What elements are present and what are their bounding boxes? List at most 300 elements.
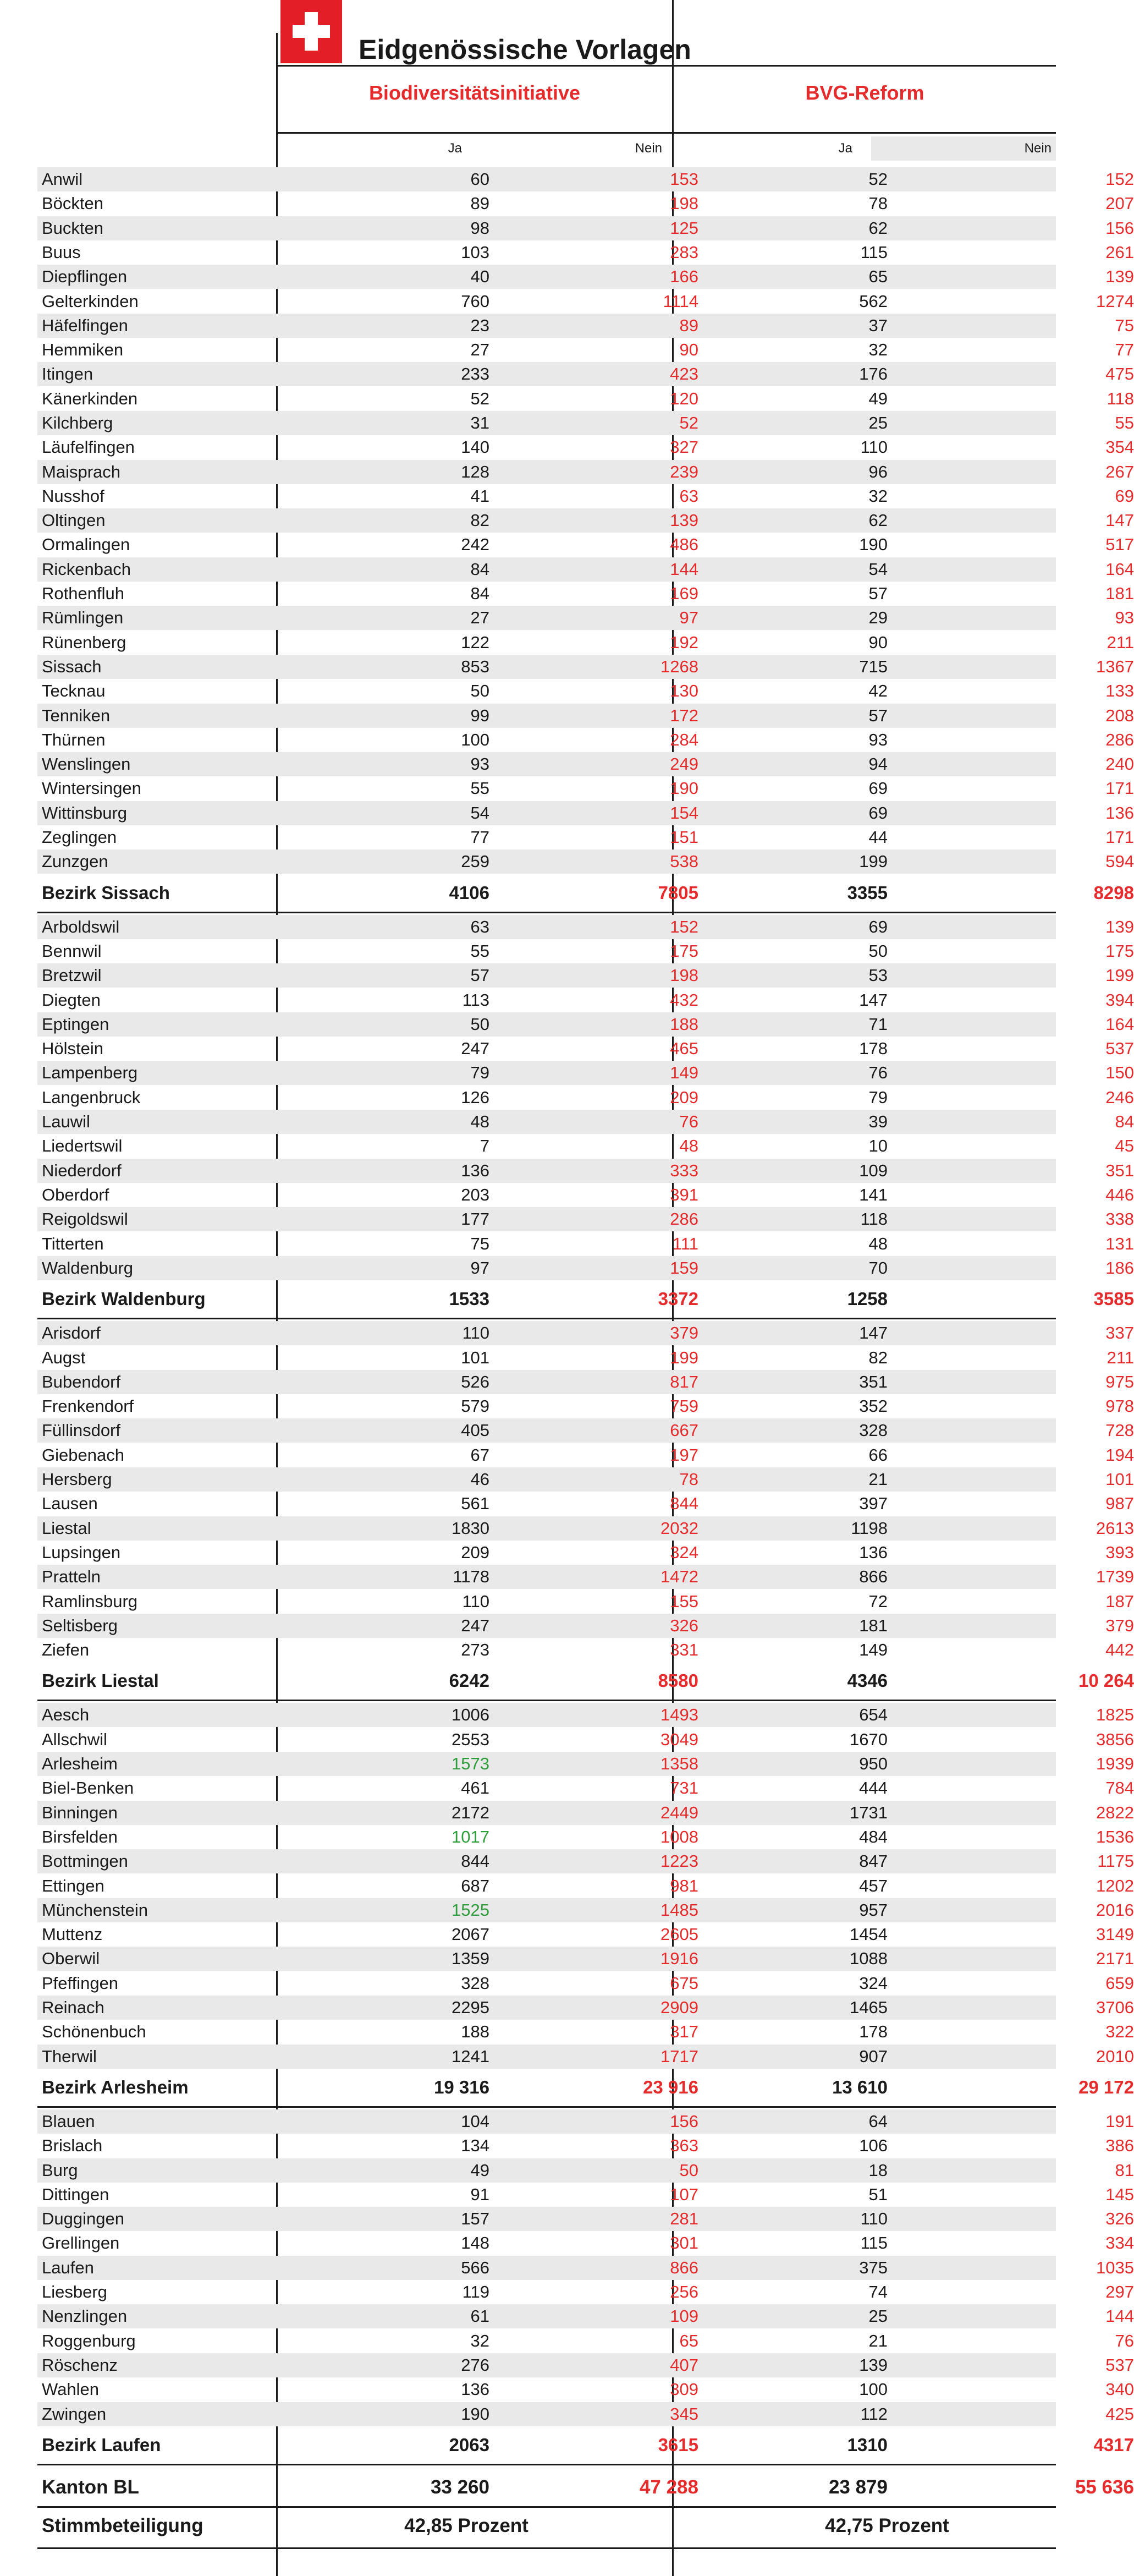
table-row	[37, 460, 1134, 484]
municipality-name: Bubendorf	[42, 1372, 121, 1391]
municipality-name: Liestal	[42, 1519, 91, 1538]
municipality-name: Ramlinsburg	[42, 1592, 138, 1611]
nein-value-2: 386	[1105, 2136, 1134, 2155]
ja-value-2: 1198	[851, 1519, 888, 1538]
vote2-title: BVG-Reform	[805, 81, 924, 104]
nein-value-1: 175	[670, 941, 698, 961]
ja-value-2: 25	[868, 413, 888, 432]
municipality-name: Dittingen	[42, 2185, 109, 2204]
nein-value-2: 337	[1105, 1323, 1134, 1342]
ja-value-1: 93	[470, 754, 489, 774]
kanton-ja-2: 23 879	[828, 2476, 888, 2498]
nein-value-2: 45	[1115, 1136, 1134, 1155]
ja-value-2: 352	[859, 1396, 888, 1416]
nein-value-1: 363	[670, 2136, 698, 2155]
ja-value-1: 52	[470, 389, 489, 408]
ja-value-2: 112	[860, 2404, 888, 2424]
table-row	[37, 679, 1134, 703]
nein-value-2: 3149	[1096, 1925, 1134, 1944]
ja-value-2: 10	[868, 1136, 888, 1155]
ja-value-2: 21	[868, 2331, 888, 2350]
municipality-name: Waldenburg	[42, 1258, 134, 1278]
nein-value-1: 155	[670, 1592, 698, 1611]
ja-value-2: 176	[859, 364, 888, 383]
ja-value-2: 66	[868, 1445, 888, 1465]
table-row	[37, 2256, 1134, 2280]
table-row	[37, 2134, 1134, 2158]
ja-value-2: 69	[868, 803, 888, 823]
district-name: Bezirk Laufen	[42, 2435, 161, 2455]
nein-value-2: 394	[1105, 990, 1134, 1010]
table-row	[37, 752, 1134, 776]
municipality-name: Titterten	[42, 1234, 104, 1253]
ja-value-1: 566	[461, 2258, 489, 2277]
nein-value-1: 153	[670, 169, 698, 189]
ja-value-1: 97	[470, 1258, 489, 1278]
ja-value-2: 178	[859, 2022, 888, 2041]
section-rule	[37, 2547, 1056, 2549]
ja-value-2: 32	[868, 340, 888, 359]
ja-value-2: 96	[868, 462, 888, 481]
district-total-row	[37, 1664, 1134, 1697]
district-total-row	[37, 2429, 1134, 2462]
municipality-name: Känerkinden	[42, 389, 138, 408]
nein-value-2: 334	[1105, 2233, 1134, 2252]
ja-value-1: 110	[462, 1323, 489, 1342]
nein-value-2: 1035	[1096, 2258, 1134, 2277]
nein-value-1: 109	[670, 2306, 698, 2326]
nein-value-1: 1472	[660, 1567, 698, 1586]
ja-total-2: 1258	[847, 1289, 888, 1309]
nein-value-2: 978	[1105, 1396, 1134, 1416]
nein-value-1: 309	[670, 2380, 698, 2399]
table-row	[37, 776, 1134, 801]
ja-value-2: 907	[859, 2047, 888, 2066]
table-row	[37, 1418, 1134, 1443]
table-row	[37, 988, 1134, 1012]
nein-value-1: 301	[670, 2233, 698, 2252]
nein-value-1: 327	[670, 437, 698, 457]
ja-value-1: 55	[470, 941, 489, 961]
nein-value-1: 432	[670, 990, 698, 1010]
table-row	[37, 1183, 1134, 1207]
table-row	[37, 1825, 1134, 1849]
table-row	[37, 411, 1134, 435]
ja-value-2: 93	[868, 730, 888, 749]
ja-value-1: 50	[470, 1015, 489, 1034]
table-row	[37, 191, 1134, 216]
section-rule	[37, 2106, 1056, 2108]
nein-value-2: 76	[1115, 2331, 1134, 2350]
table-row	[37, 582, 1134, 606]
nein-total-2: 10 264	[1078, 1670, 1134, 1691]
ja-value-2: 78	[868, 194, 888, 213]
municipality-name: Sissach	[42, 657, 102, 676]
ja-value-1: 75	[470, 1234, 489, 1253]
nein-value-2: 784	[1105, 1778, 1134, 1797]
municipality-name: Hersberg	[42, 1470, 112, 1489]
ja-value-2: 65	[868, 267, 888, 286]
ja-value-1: 89	[470, 194, 489, 213]
ja-value-2: 149	[859, 1640, 888, 1659]
table-row	[37, 362, 1134, 386]
municipality-name: Wenslingen	[42, 754, 131, 774]
kanton-total-row	[37, 2470, 1134, 2504]
nein-total-2: 29 172	[1078, 2077, 1134, 2097]
ja-value-1: 247	[461, 1616, 489, 1635]
nein-value-2: 208	[1105, 706, 1134, 725]
ja-value-1: 2172	[452, 1803, 489, 1822]
nein-value-2: 152	[1105, 169, 1134, 189]
nein-value-1: 152	[670, 917, 698, 936]
nein-value-2: 267	[1105, 462, 1134, 481]
nein-value-2: 1175	[1097, 1851, 1134, 1871]
nein-value-2: 393	[1105, 1543, 1134, 1562]
table-row	[37, 1467, 1134, 1492]
ja-value-1: 23	[470, 316, 489, 335]
nein-value-1: 239	[670, 462, 698, 481]
municipality-name: Buus	[42, 243, 81, 262]
ja-value-2: 100	[859, 2380, 888, 2399]
municipality-name: Oberdorf	[42, 1185, 109, 1204]
col-head-nein-2: Nein	[1024, 141, 1052, 156]
municipality-name: Läufelfingen	[42, 437, 135, 457]
turnout-value-1: 42,85 Prozent	[404, 2515, 529, 2536]
kanton-name: Kanton BL	[42, 2476, 139, 2498]
kanton-nein-2: 55 636	[1075, 2476, 1134, 2498]
municipality-name: Duggingen	[42, 2209, 124, 2228]
municipality-name: Lausen	[42, 1494, 98, 1513]
ja-value-1: 110	[462, 1592, 489, 1611]
table-row	[37, 1849, 1134, 1873]
municipality-name: Kilchberg	[42, 413, 113, 432]
municipality-name: Giebenach	[42, 1445, 124, 1465]
ja-value-1: 2295	[452, 1998, 489, 2017]
nein-value-1: 156	[670, 2112, 698, 2131]
nein-value-1: 731	[670, 1778, 698, 1797]
ja-value-2: 76	[868, 1063, 888, 1082]
table-row	[37, 1443, 1134, 1467]
nein-value-1: 149	[670, 1063, 698, 1082]
ja-value-2: 69	[868, 917, 888, 936]
nein-value-2: 1274	[1096, 292, 1134, 311]
nein-value-2: 69	[1115, 486, 1134, 506]
ja-total-1: 2063	[449, 2435, 489, 2455]
municipality-name: Biel-Benken	[42, 1778, 134, 1797]
ja-value-2: 444	[859, 1778, 888, 1797]
table-row	[37, 533, 1134, 557]
ja-value-2: 115	[860, 2233, 888, 2252]
table-row	[37, 915, 1134, 939]
ja-value-2: 62	[868, 218, 888, 238]
municipality-name: Binningen	[42, 1803, 118, 1822]
nein-value-1: 283	[670, 243, 698, 262]
table-row	[37, 338, 1134, 362]
nein-value-1: 759	[670, 1396, 698, 1416]
nein-value-2: 131	[1105, 1234, 1134, 1253]
municipality-name: Buckten	[42, 218, 104, 238]
nein-value-2: 2822	[1096, 1803, 1134, 1822]
ja-value-2: 72	[868, 1592, 888, 1611]
municipality-name: Allschwil	[42, 1730, 107, 1749]
nein-value-2: 1536	[1096, 1827, 1134, 1846]
nein-total-2: 8298	[1093, 883, 1134, 903]
ja-value-1: 247	[461, 1039, 489, 1058]
table-row	[37, 1541, 1134, 1565]
section-rule	[37, 1318, 1056, 1319]
nein-value-2: 1739	[1096, 1567, 1134, 1586]
nein-value-2: 286	[1105, 730, 1134, 749]
table-row	[37, 1801, 1134, 1825]
ja-value-1: 40	[470, 267, 489, 286]
nein-value-2: 150	[1105, 1063, 1134, 1082]
nein-value-2: 133	[1105, 681, 1134, 700]
table-row	[37, 1590, 1134, 1614]
nein-value-1: 97	[679, 608, 698, 627]
table-row	[37, 314, 1134, 338]
ja-value-2: 847	[859, 1851, 888, 1871]
ja-total-2: 3355	[847, 883, 888, 903]
table-row	[37, 631, 1134, 655]
municipality-name: Arboldswil	[42, 917, 120, 936]
municipality-name: Therwil	[42, 2047, 97, 2066]
ja-value-2: 110	[860, 2209, 888, 2228]
ja-value-1: 273	[461, 1640, 489, 1659]
table-row	[37, 849, 1134, 874]
nein-total-1: 23 916	[643, 2077, 698, 2097]
nein-value-1: 52	[679, 413, 698, 432]
table-row	[37, 1492, 1134, 1516]
table-row	[37, 1012, 1134, 1037]
ja-value-2: 199	[859, 852, 888, 871]
nein-value-1: 63	[679, 486, 698, 506]
kanton-nein-1: 47 288	[639, 2476, 698, 2498]
nein-value-2: 659	[1105, 1974, 1134, 1993]
nein-value-1: 107	[670, 2185, 698, 2204]
nein-value-1: 331	[670, 1640, 698, 1659]
municipality-name: Tenniken	[42, 706, 111, 725]
table-row	[37, 1614, 1134, 1638]
nein-value-1: 120	[670, 389, 698, 408]
ja-value-1: 84	[470, 584, 489, 603]
municipality-name: Roggenburg	[42, 2331, 136, 2350]
ja-value-1: 233	[461, 364, 489, 383]
municipality-name: Lampenberg	[42, 1063, 138, 1082]
ja-value-1: 148	[461, 2233, 489, 2252]
nein-value-2: 156	[1105, 218, 1134, 238]
table-row	[37, 1207, 1134, 1231]
ja-value-1: 1525	[452, 1900, 489, 1920]
municipality-name: Füllinsdorf	[42, 1421, 120, 1440]
ja-value-1: 140	[461, 437, 489, 457]
ja-value-2: 110	[860, 437, 888, 457]
municipality-name: Oltingen	[42, 511, 106, 530]
nein-value-2: 338	[1105, 1209, 1134, 1229]
nein-value-2: 81	[1115, 2161, 1134, 2180]
nein-value-2: 191	[1105, 2112, 1134, 2131]
nein-total-2: 3585	[1093, 1289, 1134, 1309]
municipality-name: Frenkendorf	[42, 1396, 134, 1416]
municipality-name: Birsfelden	[42, 1827, 118, 1846]
ja-value-2: 57	[868, 584, 888, 603]
table-row	[37, 1516, 1134, 1541]
ja-value-1: 203	[461, 1185, 489, 1204]
municipality-name: Hemmiken	[42, 340, 124, 359]
nein-value-1: 423	[670, 364, 698, 383]
ja-value-1: 41	[470, 486, 489, 506]
ja-value-2: 178	[859, 1039, 888, 1058]
ja-value-2: 190	[859, 535, 888, 554]
municipality-name: Schönenbuch	[42, 2022, 146, 2041]
ja-value-2: 69	[868, 779, 888, 798]
nein-value-1: 144	[670, 560, 698, 579]
table-row	[37, 1394, 1134, 1418]
header-rule	[277, 132, 1056, 134]
ja-value-2: 562	[859, 292, 888, 311]
ja-value-1: 209	[461, 1543, 489, 1562]
municipality-name: Arlesheim	[42, 1754, 118, 1773]
ja-value-1: 190	[461, 2404, 489, 2424]
nein-value-2: 171	[1105, 827, 1134, 847]
municipality-name: Pratteln	[42, 1567, 101, 1586]
nein-value-1: 111	[672, 1234, 698, 1253]
table-row	[37, 1776, 1134, 1800]
ja-value-2: 136	[859, 1543, 888, 1562]
nein-value-1: 188	[670, 1015, 698, 1034]
nein-value-1: 486	[670, 535, 698, 554]
table-row	[37, 2158, 1134, 2183]
nein-value-1: 3049	[660, 1730, 698, 1749]
ja-value-1: 98	[470, 218, 489, 238]
nein-value-1: 199	[670, 1348, 698, 1367]
ja-value-2: 1088	[850, 1949, 888, 1968]
district-name: Bezirk Arlesheim	[42, 2077, 189, 2097]
ja-value-2: 21	[868, 1470, 888, 1489]
ja-value-2: 70	[868, 1258, 888, 1278]
municipality-name: Münchenstein	[42, 1900, 148, 1920]
ja-value-2: 1731	[850, 1803, 888, 1822]
table-row	[37, 2207, 1134, 2231]
municipality-name: Brislach	[42, 2136, 103, 2155]
nein-value-2: 322	[1105, 2022, 1134, 2041]
nein-value-2: 728	[1105, 1421, 1134, 1440]
nein-total-1: 8580	[658, 1670, 698, 1691]
nein-value-1: 345	[670, 2404, 698, 2424]
nein-value-1: 197	[670, 1445, 698, 1465]
nein-value-2: 211	[1107, 1348, 1134, 1367]
table-row	[37, 1947, 1134, 1971]
ja-value-1: 54	[470, 803, 489, 823]
table-row	[37, 1232, 1134, 1256]
nein-total-1: 3372	[658, 1289, 698, 1309]
ja-value-2: 82	[868, 1348, 888, 1367]
nein-value-1: 151	[670, 827, 698, 847]
nein-value-1: 78	[679, 1470, 698, 1489]
nein-value-1: 172	[670, 706, 698, 725]
ja-value-1: 79	[470, 1063, 489, 1082]
ja-total-2: 4346	[847, 1670, 888, 1691]
municipality-name: Rünenberg	[42, 633, 126, 652]
municipality-name: Reigoldswil	[42, 1209, 128, 1229]
municipality-name: Böckten	[42, 194, 104, 213]
table-row	[37, 167, 1134, 191]
table-row	[37, 2231, 1134, 2255]
ja-value-1: 134	[461, 2136, 489, 2155]
ja-value-1: 126	[461, 1088, 489, 1107]
nein-value-1: 198	[670, 194, 698, 213]
nein-value-1: 866	[670, 2258, 698, 2277]
ja-value-1: 276	[461, 2355, 489, 2375]
municipality-name: Aesch	[42, 1705, 90, 1724]
ja-value-2: 32	[868, 486, 888, 506]
ja-value-2: 57	[868, 706, 888, 725]
ja-value-1: 259	[461, 852, 489, 871]
table-row	[37, 2329, 1134, 2353]
nein-value-1: 2032	[660, 1519, 698, 1538]
municipality-name: Hölstein	[42, 1039, 103, 1058]
ja-value-1: 31	[470, 413, 489, 432]
table-row	[37, 216, 1134, 240]
ja-value-2: 866	[859, 1567, 888, 1586]
table-row	[37, 1898, 1134, 1922]
nein-value-2: 181	[1105, 584, 1134, 603]
ja-value-2: 957	[859, 1900, 888, 1920]
nein-value-1: 1223	[660, 1851, 698, 1871]
table-row	[37, 1134, 1134, 1158]
table-row	[37, 1321, 1134, 1345]
nein-value-1: 48	[679, 1136, 698, 1155]
municipality-name: Diepflingen	[42, 267, 128, 286]
table-row	[37, 1110, 1134, 1134]
nein-value-1: 125	[670, 218, 698, 238]
table-row	[37, 655, 1134, 679]
table-row	[37, 704, 1134, 728]
table-row	[37, 801, 1134, 825]
table-row	[37, 1565, 1134, 1589]
nein-value-1: 407	[670, 2355, 698, 2375]
table-row	[37, 939, 1134, 963]
ja-value-1: 99	[470, 706, 489, 725]
nein-value-2: 517	[1105, 535, 1134, 554]
ja-value-1: 1359	[452, 1949, 489, 1968]
ja-value-1: 136	[461, 1161, 489, 1180]
table-row	[37, 1874, 1134, 1898]
ja-value-1: 328	[461, 1974, 489, 1993]
nein-value-1: 2909	[660, 1998, 698, 2017]
table-row	[37, 2402, 1134, 2426]
ja-value-2: 37	[868, 316, 888, 335]
ja-value-2: 74	[868, 2282, 888, 2301]
table-row	[37, 387, 1134, 411]
nein-value-2: 379	[1105, 1616, 1134, 1635]
ja-value-1: 61	[470, 2306, 489, 2326]
municipality-name: Zwingen	[42, 2404, 107, 2424]
ja-value-2: 115	[860, 243, 888, 262]
table-row	[37, 1703, 1134, 1727]
ja-value-2: 71	[868, 1015, 888, 1034]
ja-value-1: 91	[470, 2185, 489, 2204]
municipality-name: Tecknau	[42, 681, 106, 700]
nein-value-2: 3706	[1096, 1998, 1134, 2017]
ja-total-1: 6242	[449, 1670, 489, 1691]
ja-value-2: 118	[860, 1209, 888, 1229]
col-head-nein-1: Nein	[635, 141, 662, 156]
nein-value-2: 164	[1105, 1015, 1134, 1034]
nein-value-1: 317	[670, 2022, 698, 2041]
section-rule	[37, 2464, 1056, 2465]
nein-total-1: 7805	[658, 883, 698, 903]
section-rule	[37, 1700, 1056, 1701]
